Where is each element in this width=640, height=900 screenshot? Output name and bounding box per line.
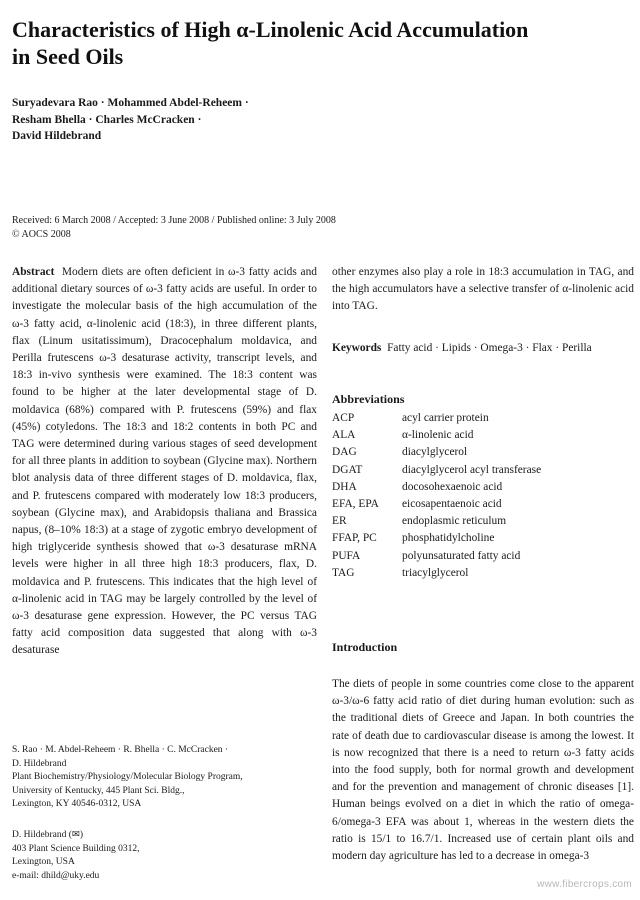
introduction-text: The diets of people in some countries come close to the apparent ω-3/ω-6 fatty acid ratio of diet during human evolution: such as the traditional diets of Greece and Japan. In both countries the rate of death due to cardiovascular disease is among the lowest. It is now recognized that there is a need to return ω-3 fatty acids into the food supply, both for normal growth and development and for the prevention and management of chronic diseases [1]. Human beings evolved on a diet in which the ratio of omega-6/omega-3 EFA was about 1, whereas in the western diets the ratio is 15/1 to 16.7/1. Increased use of certain plant oils and modern day agriculture has led to a decrease in omega-3 xyxy=(332,678,634,863)
correspondence-line-3: Lexington, USA xyxy=(12,857,75,867)
abstract-section xyxy=(12,264,317,660)
abbreviation-code: ACP xyxy=(332,412,355,424)
abbreviation-code: ALA xyxy=(332,429,356,442)
abbreviation-meaning: eicosapentaenoic acid xyxy=(402,498,502,511)
publication-history xyxy=(12,214,612,241)
abbreviation-meaning: endoplasmic reticulum xyxy=(402,515,507,528)
abstract-text: Modern diets are often deficient in ω-3 fatty acids and additional dietary sources of ω-3 fatty acids are useful. In order to investigate the molecular basis of the high accumulation of the ω-3 fatty acid, α-linolenic acid (18:3), in three different plants, flax (Linum usitatissimum), Dracocephalum moldavica, and Perilla frutescens ω-3 desaturase activity, transcript levels, and 18:3 in-vivo synthesis were examined. The 18:3 content was found to be higher at the later developmental stage of D. moldavica (68%) compared with P. frutescens (59%) and flax (45%) cotyledons. The 18:3 and 18:2 contents in both PC and TAG were determined during various stages of seed development for all three plants in addition to soybean (Glycine max). Northern blot analysis data of three different stages of D. moldavica, flax, and P. frutescens compared with moderately low 18:3 producers, soybean (Glycine max), and Arabidopsis thaliana and Brassica napus, (8–10% 18:3) at a stage of zygotic embryo development of high triglyceride synthesis showed that ω-3 desaturase mRNA levels were higher in all three high 18:3 producers, flax, D. moldavica and P. frutescens. This indicates that the high level of α-linolenic acid in TAG may be largely controlled by the level of ω-3 desaturase gene expression. However, the PC versus TAG fatty acid composition data suggested that along with ω-3 desaturase xyxy=(12,266,317,657)
affiliation-line-2: D. Hildebrand xyxy=(12,758,67,769)
abbreviation-row xyxy=(332,496,541,513)
title-line-1: Characteristics of High α-Linolenic Acid Accumulation xyxy=(12,17,529,42)
abbreviation-code: ER xyxy=(332,515,347,528)
keywords-section xyxy=(332,340,634,357)
correspondence-email: e-mail: dhild@uky.edu xyxy=(12,870,100,881)
abstract-label: Abstract xyxy=(12,266,55,278)
abbreviation-code: DGAT xyxy=(332,463,363,476)
abbreviation-meaning: acyl carrier protein xyxy=(402,412,489,424)
abbreviation-row xyxy=(332,444,541,461)
affiliation-line-5: Lexington, KY 40546-0312, USA xyxy=(12,799,142,809)
introduction-heading: Introduction xyxy=(332,640,398,654)
abbreviation-meaning: diacylglycerol xyxy=(402,446,468,459)
authors-line-1: Suryadevara Rao · Mohammed Abdel-Reheem · xyxy=(12,97,249,109)
keywords-label: Keywords xyxy=(332,342,382,354)
abbreviation-code: EFA, EPA xyxy=(332,498,379,511)
abbreviations-table xyxy=(332,410,541,582)
affiliation-line-4: University of Kentucky, 445 Plant Sci. Bldg., xyxy=(12,785,185,796)
abbreviation-row xyxy=(332,548,541,565)
abbreviation-meaning: docosohexaenoic acid xyxy=(402,480,503,493)
received-dates: Received: 6 March 2008 / Accepted: 3 June 2008 / Published online: 3 July 2008 xyxy=(12,215,336,226)
paper-title xyxy=(12,16,572,70)
abbreviation-row xyxy=(332,530,541,547)
copyright-notice: © AOCS 2008 xyxy=(12,228,71,240)
author-affiliation xyxy=(12,744,317,812)
abbreviation-row xyxy=(332,513,541,530)
abbreviation-row xyxy=(332,479,541,496)
abbreviation-row xyxy=(332,427,541,444)
abstract-continued xyxy=(332,264,634,316)
watermark: www.fibercrops.com xyxy=(537,879,632,890)
title-line-2: in Seed Oils xyxy=(12,44,124,69)
correspondence-line-2: 403 Plant Science Building 0312, xyxy=(12,843,140,854)
abstract-paragraph xyxy=(12,264,317,660)
abbreviations-heading: Abbreviations xyxy=(332,392,405,406)
keywords-text: Fatty acid · Lipids · Omega-3 · Flax · Perilla xyxy=(387,342,592,354)
abbreviation-row xyxy=(332,565,541,582)
abbreviation-row xyxy=(332,462,541,479)
abbreviation-meaning: phosphatidylcholine xyxy=(402,532,495,545)
abbreviation-code: DAG xyxy=(332,446,357,459)
abbreviation-meaning: α-linolenic acid xyxy=(402,429,474,442)
abbreviation-code: FFAP, PC xyxy=(332,532,377,545)
correspondence-block xyxy=(12,829,317,883)
abbreviation-code: PUFA xyxy=(332,549,361,562)
authors-line-2: Resham Bhella · Charles McCracken · xyxy=(12,113,202,126)
abbreviation-meaning: triacylglycerol xyxy=(402,566,469,579)
correspondence-name: D. Hildebrand (✉) xyxy=(12,830,84,840)
author-list xyxy=(12,95,572,145)
affiliation-line-3: Plant Biochemistry/Physiology/Molecular Biology Program, xyxy=(12,772,243,782)
abstract-continued-text: other enzymes also play a role in 18:3 accumulation in TAG, and the high accumulators have a selective transfer of α-linolenic acid into TAG. xyxy=(332,266,634,313)
abbreviation-code: DHA xyxy=(332,480,357,493)
authors-line-3: David Hildebrand xyxy=(12,130,102,142)
abbreviation-meaning: diacylglycerol acyl transferase xyxy=(402,463,542,476)
abbreviation-code: TAG xyxy=(332,566,355,579)
abbreviation-meaning: polyunsaturated fatty acid xyxy=(402,549,521,562)
abbreviation-row xyxy=(332,410,541,427)
affiliation-authors: S. Rao · M. Abdel-Reheem · R. Bhella · C. McCracken · xyxy=(12,745,229,755)
